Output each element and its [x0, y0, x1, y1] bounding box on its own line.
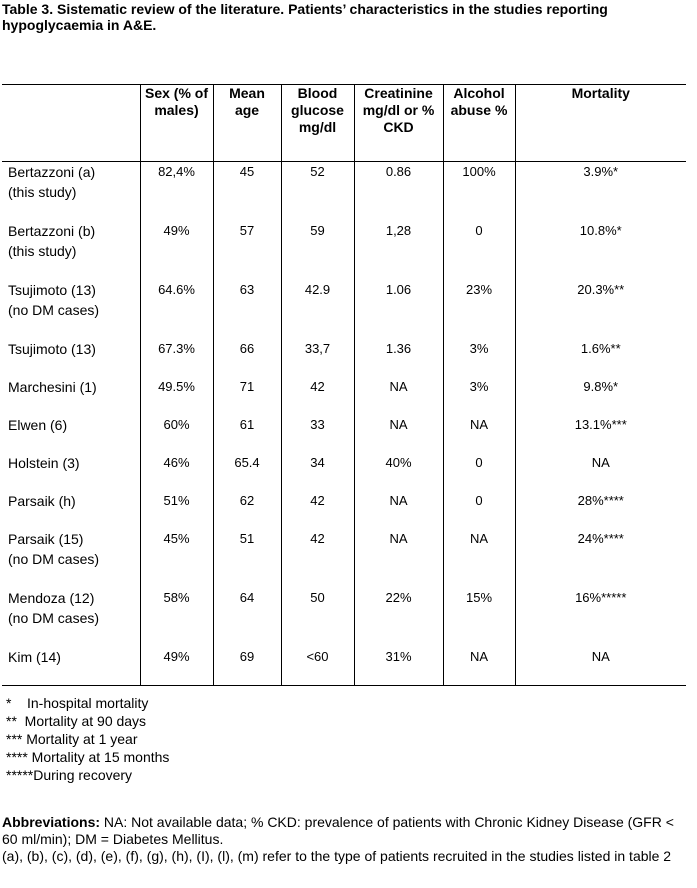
- col-header-mortality: Mortality: [515, 85, 686, 162]
- cell-sex: 45%: [140, 529, 213, 588]
- characteristics-table: [2, 84, 686, 686]
- table-row: [2, 280, 686, 339]
- study-name: Elwen (6): [8, 417, 68, 433]
- cell-age: 57: [213, 221, 281, 280]
- col-header-creatinine: Creatinine mg/dl or % CKD: [354, 85, 443, 162]
- cell-mortality: NA: [515, 453, 686, 491]
- cell-glucose: 33: [281, 415, 354, 453]
- study-subtitle: (this study): [8, 243, 77, 259]
- study-name: Bertazzoni (a): [8, 164, 96, 180]
- study-name: Tsujimoto (13): [8, 282, 96, 298]
- col-header-alcohol: Alcohol abuse %: [443, 85, 515, 162]
- cell-age: 71: [213, 377, 281, 415]
- cell-study: [2, 588, 140, 647]
- header-row: [2, 85, 686, 162]
- cell-alcohol: NA: [443, 647, 515, 686]
- cell-study: [2, 280, 140, 339]
- study-subtitle: (this study): [8, 184, 77, 200]
- table-row: [2, 529, 686, 588]
- cell-study: [2, 491, 140, 529]
- cell-creatinine: 1,28: [354, 221, 443, 280]
- footnote-legend: [6, 694, 169, 784]
- cell-glucose: 42.9: [281, 280, 354, 339]
- study-name: Mendoza (12): [8, 590, 95, 606]
- cell-alcohol: NA: [443, 415, 515, 453]
- cell-alcohol: 0: [443, 221, 515, 280]
- cell-glucose: 50: [281, 588, 354, 647]
- cell-creatinine: 1.36: [354, 339, 443, 377]
- study-name: Kim (14): [8, 649, 61, 665]
- cell-creatinine: 31%: [354, 647, 443, 686]
- cell-age: 61: [213, 415, 281, 453]
- cell-age: 69: [213, 647, 281, 686]
- cell-alcohol: 15%: [443, 588, 515, 647]
- abbreviations-note: [2, 814, 692, 865]
- col-header-sex: Sex (% of males): [140, 85, 213, 162]
- cell-mortality: 13.1%***: [515, 415, 686, 453]
- cell-age: 62: [213, 491, 281, 529]
- footnote-1: * In-hospital mortality: [6, 695, 149, 711]
- cell-mortality: 28%****: [515, 491, 686, 529]
- cell-creatinine: 0.86: [354, 162, 443, 222]
- abbreviations-label: Abbreviations:: [2, 814, 101, 830]
- cell-glucose: <60: [281, 647, 354, 686]
- cell-creatinine: NA: [354, 377, 443, 415]
- cell-sex: 82,4%: [140, 162, 213, 222]
- cell-glucose: 59: [281, 221, 354, 280]
- cell-creatinine: 1.06: [354, 280, 443, 339]
- study-name: Marchesini (1): [8, 379, 97, 395]
- cell-sex: 49%: [140, 647, 213, 686]
- cell-glucose: 42: [281, 377, 354, 415]
- abbreviations-patient-types: (a), (b), (c), (d), (e), (f), (g), (h), (I), (l), (m) refer to the type of patients recruited in the studies listed in table 2: [2, 848, 672, 864]
- cell-sex: 58%: [140, 588, 213, 647]
- cell-alcohol: 100%: [443, 162, 515, 222]
- cell-creatinine: NA: [354, 415, 443, 453]
- cell-mortality: 1.6%**: [515, 339, 686, 377]
- table-row: [2, 162, 686, 222]
- study-subtitle: (no DM cases): [8, 610, 100, 626]
- cell-alcohol: 0: [443, 491, 515, 529]
- cell-glucose: 42: [281, 491, 354, 529]
- cell-sex: 49%: [140, 221, 213, 280]
- table-title: Table 3. Sistematic review of the literature. Patients’ characteristics in the studies reporting hypoglycaemia in A&E.: [2, 1, 608, 33]
- table-body: [2, 162, 686, 686]
- cell-age: 63: [213, 280, 281, 339]
- cell-mortality: 3.9%*: [515, 162, 686, 222]
- cell-glucose: 34: [281, 453, 354, 491]
- study-name: Parsaik (h): [8, 493, 76, 509]
- footnote-5: *****During recovery: [6, 767, 133, 783]
- cell-alcohol: 0: [443, 453, 515, 491]
- cell-study: [2, 415, 140, 453]
- cell-alcohol: NA: [443, 529, 515, 588]
- cell-alcohol: 3%: [443, 377, 515, 415]
- cell-alcohol: 3%: [443, 339, 515, 377]
- col-header-study: [2, 85, 140, 162]
- cell-study: [2, 162, 140, 222]
- cell-age: 45: [213, 162, 281, 222]
- cell-creatinine: 40%: [354, 453, 443, 491]
- cell-study: [2, 221, 140, 280]
- footnote-4: **** Mortality at 15 months: [6, 749, 170, 765]
- col-header-age: Mean age: [213, 85, 281, 162]
- table-row: [2, 377, 686, 415]
- cell-creatinine: NA: [354, 529, 443, 588]
- col-header-glucose: Blood glucose mg/dl: [281, 85, 354, 162]
- cell-sex: 60%: [140, 415, 213, 453]
- table-row: [2, 453, 686, 491]
- cell-sex: 49.5%: [140, 377, 213, 415]
- table-row: [2, 221, 686, 280]
- cell-glucose: 42: [281, 529, 354, 588]
- cell-age: 65.4: [213, 453, 281, 491]
- table-row: [2, 491, 686, 529]
- cell-study: [2, 529, 140, 588]
- footnote-2: ** Mortality at 90 days: [6, 713, 147, 729]
- cell-age: 64: [213, 588, 281, 647]
- cell-glucose: 52: [281, 162, 354, 222]
- study-subtitle: (no DM cases): [8, 302, 100, 318]
- cell-sex: 67.3%: [140, 339, 213, 377]
- footnote-3: *** Mortality at 1 year: [6, 731, 138, 747]
- cell-age: 66: [213, 339, 281, 377]
- cell-study: [2, 453, 140, 491]
- cell-alcohol: 23%: [443, 280, 515, 339]
- cell-sex: 46%: [140, 453, 213, 491]
- cell-mortality: NA: [515, 647, 686, 686]
- abbreviations-text: NA: Not available data; % CKD: prevalence of patients with Chronic Kidney Disease (GFR < 60 ml/min); DM = Diabetes Mellitus.: [2, 814, 674, 847]
- cell-mortality: 20.3%**: [515, 280, 686, 339]
- cell-creatinine: NA: [354, 491, 443, 529]
- table-row: [2, 339, 686, 377]
- cell-glucose: 33,7: [281, 339, 354, 377]
- study-name: Parsaik (15): [8, 531, 84, 547]
- cell-sex: 51%: [140, 491, 213, 529]
- cell-age: 51: [213, 529, 281, 588]
- table-row: [2, 588, 686, 647]
- table-row: [2, 647, 686, 686]
- study-name: Bertazzoni (b): [8, 223, 96, 239]
- table-row: [2, 415, 686, 453]
- cell-mortality: 24%****: [515, 529, 686, 588]
- cell-study: [2, 647, 140, 686]
- study-name: Holstein (3): [8, 455, 80, 471]
- cell-mortality: 16%*****: [515, 588, 686, 647]
- cell-mortality: 10.8%*: [515, 221, 686, 280]
- cell-sex: 64.6%: [140, 280, 213, 339]
- cell-study: [2, 339, 140, 377]
- study-name: Tsujimoto (13): [8, 341, 96, 357]
- cell-study: [2, 377, 140, 415]
- study-subtitle: (no DM cases): [8, 551, 100, 567]
- cell-creatinine: 22%: [354, 588, 443, 647]
- cell-mortality: 9.8%*: [515, 377, 686, 415]
